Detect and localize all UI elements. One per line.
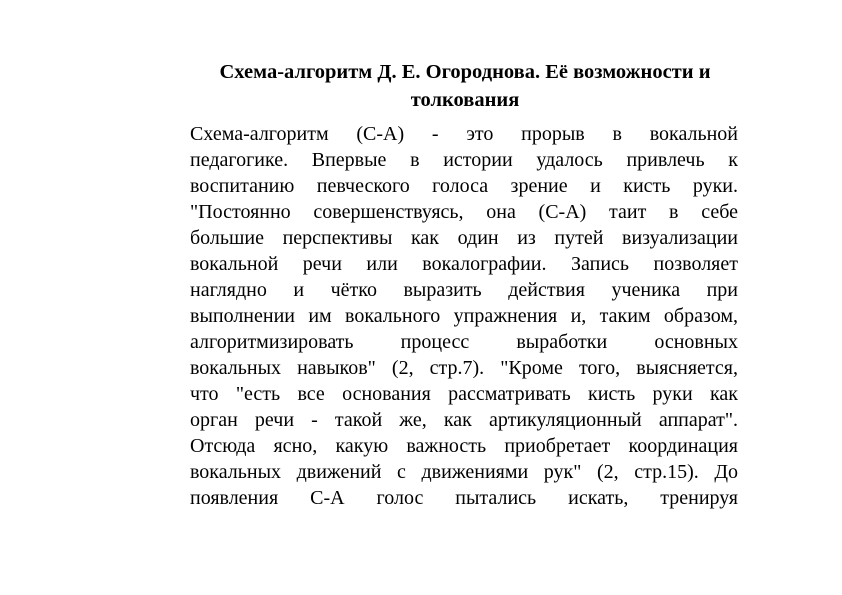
- title-line-2: толкования: [410, 89, 520, 111]
- body-line: вокальной речи или вокалографии. Запись позволяет: [190, 253, 738, 275]
- body-line: педагогике. Впервые в истории удалось привлечь к: [190, 149, 738, 171]
- document-title: [140, 58, 790, 114]
- body-line: алгоритмизировать процесс выработки основных: [190, 331, 738, 353]
- body-line: большие перспективы как один из путей визуализации: [190, 227, 738, 249]
- body-line: вокальных навыков" (2, стр.7). "Кроме того, выясняется,: [190, 357, 738, 379]
- title-line-1: Схема-алгоритм Д. Е. Огороднова. Её возможности и: [219, 61, 711, 83]
- body-line: орган речи - такой же, как артикуляционный аппарат".: [190, 409, 738, 431]
- body-line: появления С-А голос пытались искать, тренируя: [190, 487, 738, 509]
- body-line: Схема-алгоритм (С-А) - это прорыв в вокальной: [190, 123, 738, 145]
- body-line: Отсюда ясно, какую важность приобретает координация: [190, 435, 738, 457]
- body-line: выполнении им вокального упражнения и, таким образом,: [190, 305, 738, 327]
- body-line: "Постоянно совершенствуясь, она (С-А) таит в себе: [190, 201, 738, 223]
- body-line: что "есть все основания рассматривать кисть руки как: [190, 383, 738, 405]
- body-line: вокальных движений с движениями рук" (2, стр.15). До: [190, 461, 738, 483]
- body-line: воспитанию певческого голоса зрение и кисть руки.: [190, 175, 738, 197]
- body-line: наглядно и чётко выразить действия ученика при: [190, 279, 738, 301]
- body-text: [190, 121, 738, 511]
